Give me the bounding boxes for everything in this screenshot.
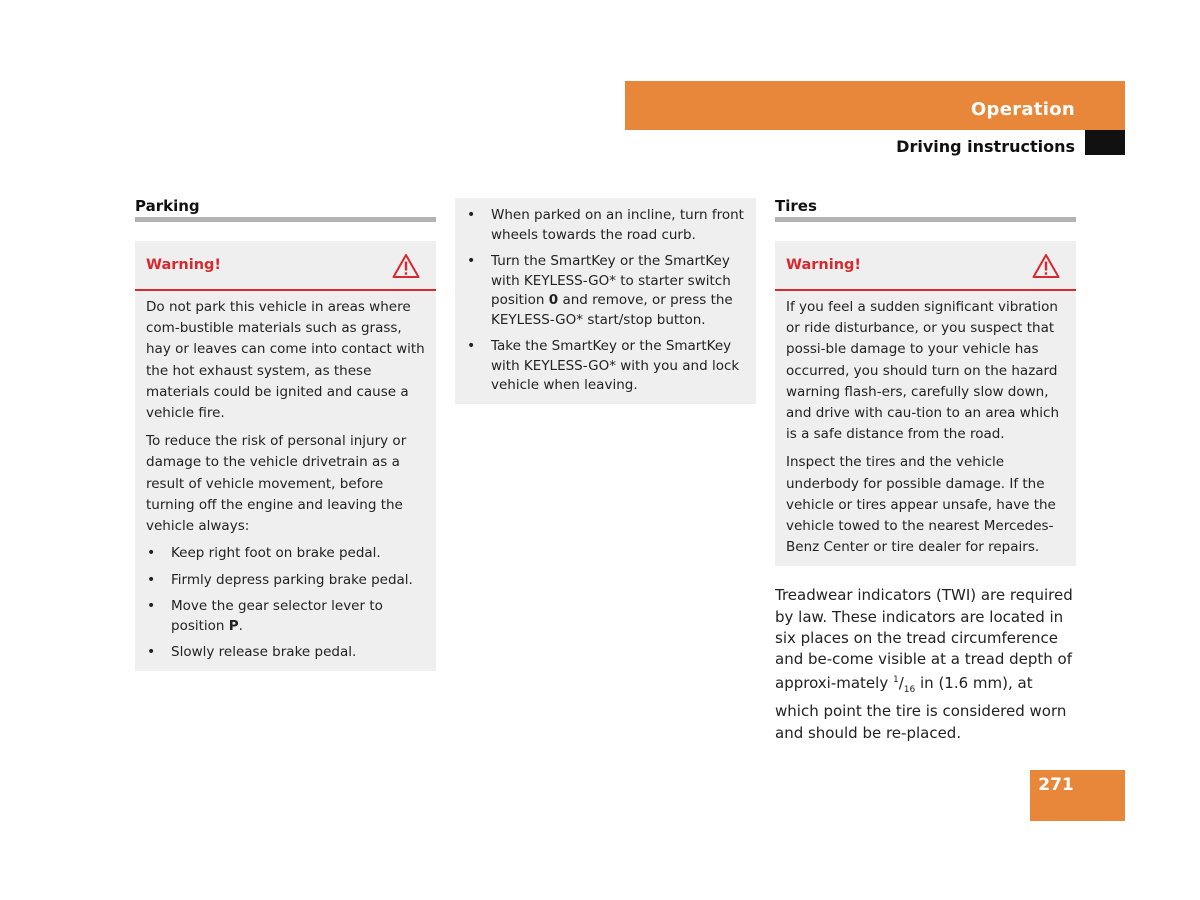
parking-continued-list [466,206,744,396]
list-item [146,597,426,636]
list-item-text: Turn the SmartKey or the SmartKey with KEYLESS-GO* to starter switch position [491,253,731,308]
warning-header [135,241,436,291]
gear-position: P [228,617,239,634]
fraction-slash: / [898,674,904,693]
list-item: • Take the SmartKey or the SmartKey with KEYLESS-GO* with you and lock vehicle when leaving. [466,337,744,396]
thumb-tab-marker [1085,130,1125,155]
treadwear-text: in (1.6 mm), at which point the tire is considered worn and should be re-placed. [775,674,1067,742]
warning-paragraph: Inspect the tires and the vehicle underbody for possible damage. If the vehicle or tires appear unsafe, have the vehicle towed to the nearest Mercedes-Benz Center or tire dealer for repairs. [786,454,1056,556]
parking-heading: Parking [135,197,200,215]
list-item [466,252,744,330]
treadwear-text: Treadwear indicators (TWI) are required by law. These indicators are located in six places on the tread circumference and be-come visible at a tread depth of approxi-mately [775,586,1073,693]
warning-body [135,291,436,671]
warning-label: Warning! [786,257,862,273]
warning-triangle-icon [1032,253,1060,279]
switch-position: 0 [548,292,559,308]
list-item-text: Move the gear selector lever to position [171,598,383,634]
tires-column [775,198,1076,744]
list-item-text: and remove, or press the KEYLESS-GO* start/stop button. [491,292,733,328]
warning-label: Warning! [146,257,222,273]
fraction-numerator: 1 [892,675,899,686]
subsection-title: Driving instructions [896,137,1075,156]
list-item: • When parked on an incline, turn front wheels towards the road curb. [466,206,744,245]
list-item: • Keep right foot on brake pedal. [146,544,426,564]
list-item: • Firmly depress parking brake pedal. [146,571,426,591]
list-item: • Slowly release brake pedal. [146,643,426,663]
tires-heading: Tires [775,197,817,215]
warning-paragraph: To reduce the risk of personal injury or damage to the vehicle drivetrain as a result of vehicle movement, before turning off the engine and leaving the vehicle always: [146,433,407,535]
heading-rule [135,217,436,222]
parking-warning-box [135,241,436,671]
treadwear-paragraph [775,585,1076,743]
list-item-text: . [238,617,243,634]
warning-paragraph: If you feel a sudden significant vibration or ride disturbance, or you suspect that possi-ble damage to your vehicle has occurred, you should turn on the hazard warning flash-ers, carefully slow down, and drive with cau-tion to an area which is a safe distance from the road. [786,299,1060,443]
parking-continued-column [455,198,756,404]
parking-column [135,198,436,671]
warning-paragraph: Do not park this vehicle in areas where com-bustible materials such as grass, hay or leaves can come into contact with the hot exhaust system, as these materials could be ignited and cause a vehicle fire. [146,299,425,422]
heading-rule [775,217,1076,222]
page-number: 271 [1038,775,1074,795]
tires-warning-box [775,241,1076,566]
section-title: Operation [970,99,1075,120]
parking-steps-list [146,544,426,663]
warning-triangle-icon [392,253,420,279]
parking-continued-box [455,198,756,404]
warning-header [775,241,1076,291]
fraction-denominator: 16 [903,685,916,696]
warning-body [775,291,1076,566]
